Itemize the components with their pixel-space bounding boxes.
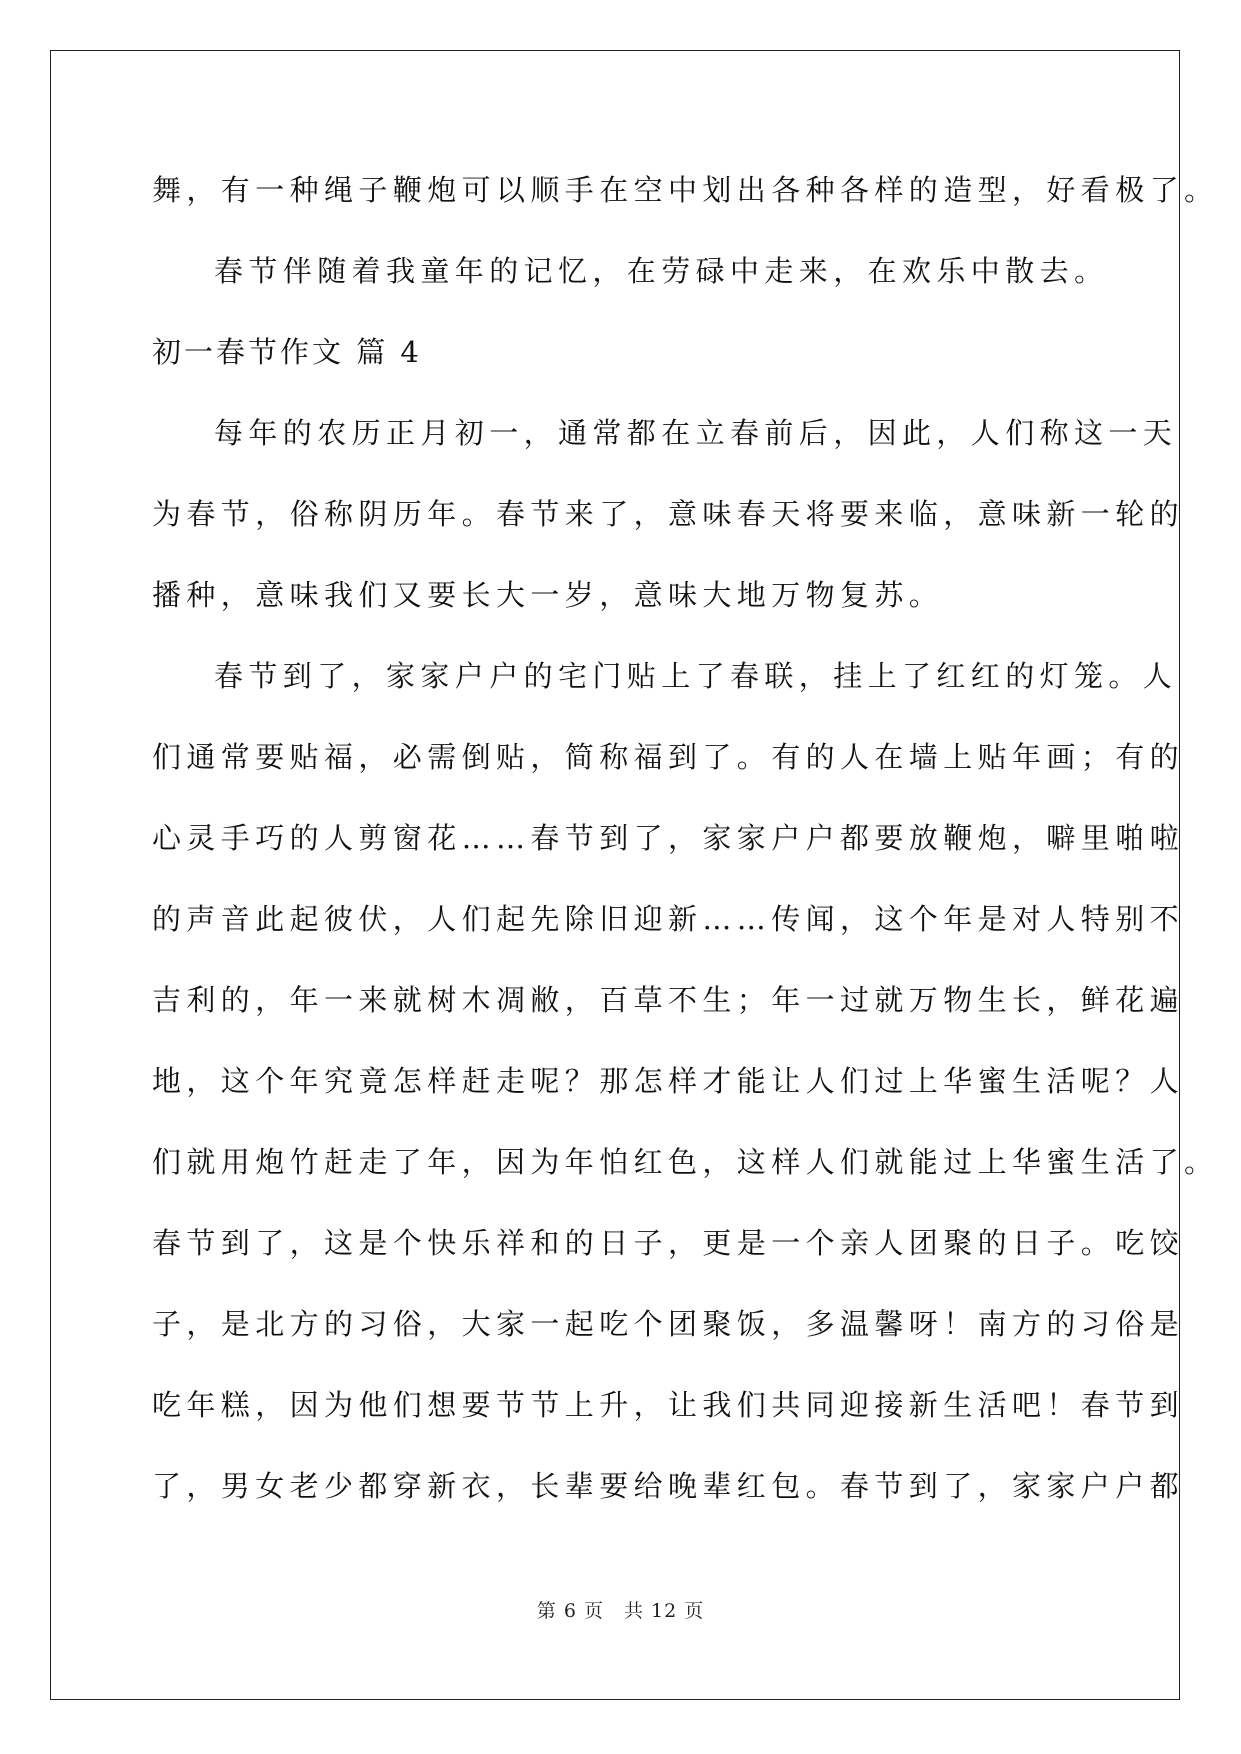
body-line: 每年的农历正月初一，通常都在立春前后，因此，人们称这一天 <box>214 416 1178 450</box>
body-line: 心灵手巧的人剪窗花……春节到了，家家户户都要放鞭炮，噼里啪啦 <box>152 821 1185 855</box>
body-line: 春节伴随着我童年的记忆，在劳碌中走来，在欢乐中散去。 <box>214 254 1109 288</box>
body-line: 地，这个年究竟怎样赶走呢？那怎样才能让人们过上华蜜生活呢？人 <box>152 1064 1185 1098</box>
body-line: 舞，有一种绳子鞭炮可以顺手在空中划出各种各样的造型，好看极了。 <box>152 173 1219 207</box>
body-line: 为春节，俗称阴历年。春节来了，意味春天将要来临，意味新一轮的 <box>152 497 1185 531</box>
body-line: 春节到了，这是个快乐祥和的日子，更是一个亲人团聚的日子。吃饺 <box>152 1226 1185 1260</box>
body-line: 子，是北方的习俗，大家一起吃个团聚饭，多温馨呀！南方的习俗是 <box>152 1307 1185 1341</box>
body-line: 了，男女老少都穿新衣，长辈要给晚辈红包。春节到了，家家户户都 <box>152 1469 1185 1503</box>
body-line: 的声音此起彼伏，人们起先除旧迎新……传闻，这个年是对人特别不 <box>152 902 1185 936</box>
body-line: 吉利的，年一来就树木凋敝，百草不生；年一过就万物生长，鲜花遍 <box>152 983 1185 1017</box>
body-line: 播种，意味我们又要长大一岁，意味大地万物复苏。 <box>152 578 944 612</box>
body-line: 春节到了，家家户户的宅门贴上了春联，挂上了红红的灯笼。人 <box>214 659 1178 693</box>
page-number-footer: 第 6 页 共 12 页 <box>536 1600 705 1622</box>
section-heading: 初一春节作文 篇 4 <box>152 335 422 369</box>
body-line: 们通常要贴福，必需倒贴，简称福到了。有的人在墙上贴年画；有的 <box>152 740 1185 774</box>
body-line: 们就用炮竹赶走了年，因为年怕红色，这样人们就能过上华蜜生活了。 <box>152 1145 1219 1179</box>
body-line: 吃年糕，因为他们想要节节上升，让我们共同迎接新生活吧！春节到 <box>152 1388 1185 1422</box>
document-body <box>152 150 1219 1527</box>
